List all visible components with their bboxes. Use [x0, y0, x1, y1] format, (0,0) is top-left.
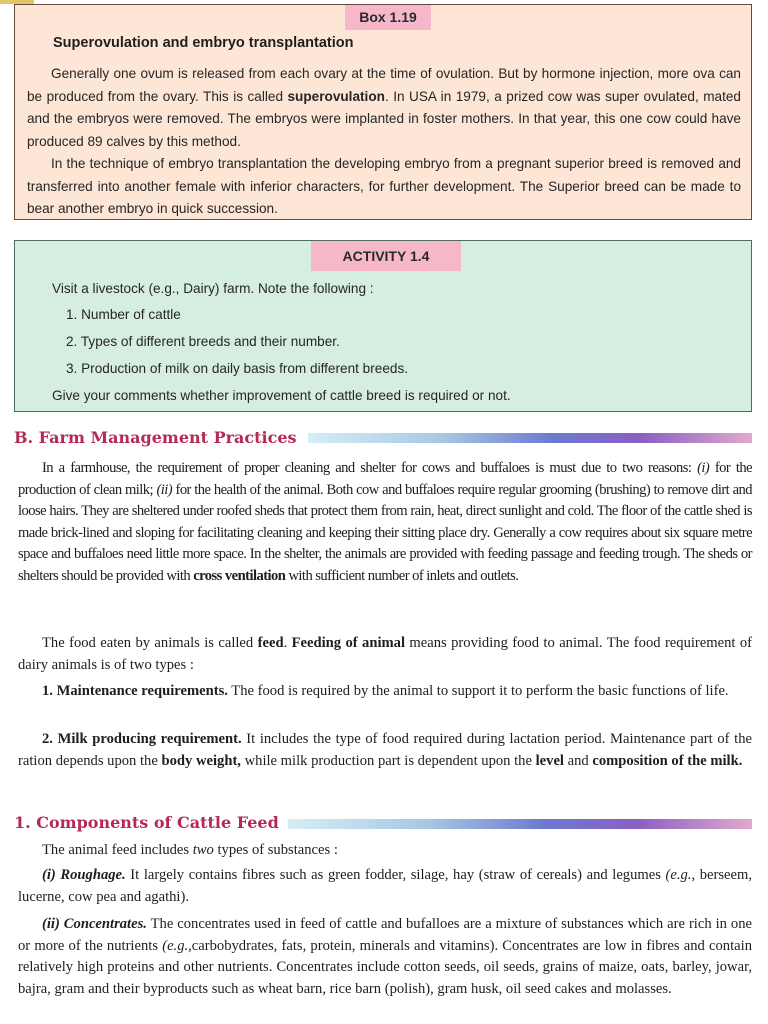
activity-intro: Visit a livestock (e.g., Dairy) farm. Note the following :	[52, 281, 374, 296]
box-label: Box 1.19	[345, 5, 431, 30]
activity-outro: Give your comments whether improvement of cattle breed is required or not.	[52, 388, 511, 403]
activity-item: 2. Types of different breeds and their number.	[66, 334, 340, 349]
box-heading: Superovulation and embryo transplantation	[53, 35, 354, 51]
concentrates-paragraph: (ii) Concentrates. The concentrates used in feed of cattle and bufalloes are a mixture of substances which are rich in one or more of the nutrients (e.g.,carbobydrates, fats, protein, minerals and vitamins). Concentrates are low in fibres and contain relatively high proteins and other nutrients. Concentrates include cotton seeds, oil seeds, grains of maize, oats, barley, jowar, bajra, gram and their byproducts such as wheat barn, rice barn (polish), gram husk, oil seed cakes and molasses.	[18, 916, 752, 997]
milk-producing-requirement-paragraph: 2. Milk producing requirement. It includes the type of food required during lactation period. Maintenance part of the ration depends upon the body weight, while milk production part is dependent upon the level and composition of the milk.	[18, 731, 752, 769]
activity-item: 3. Production of milk on daily basis from different breeds.	[66, 361, 409, 376]
section-1-paragraph-1: The animal feed includes two types of substances :	[42, 842, 338, 858]
section-b-paragraph-2: The food eaten by animals is called feed. Feeding of animal means providing food to animal. The food requirement of dairy animals is of two types :	[18, 635, 753, 673]
roughage-paragraph: (i) Roughage. It largely contains fibres such as green fodder, silage, hay (straw of cereals) and legumes (e.g., berseem, lucerne, cow pea and agathi).	[18, 867, 753, 905]
box-paragraph-2: In the technique of embryo transplantation the developing embryo from a pregnant superior breed is removed and transferred into another female with inferior characters, for further development. The Superior breed can be made to bear another embryo in quick succession.	[27, 156, 741, 217]
section-1-gradient-bar	[288, 819, 752, 829]
maintenance-requirements-paragraph: 1. Maintenance requirements. The food is required by the animal to support it to perform the basic functions of life.	[42, 683, 729, 699]
box-1-19	[14, 4, 752, 220]
activity-item: 1. Number of cattle	[66, 307, 181, 322]
activity-1-4	[14, 240, 752, 412]
section-1-heading: 1. Components of Cattle Feed	[14, 813, 279, 832]
section-b-gradient-bar	[308, 433, 752, 443]
section-b-heading: B. Farm Management Practices	[14, 428, 297, 447]
section-b-paragraph-1: In a farmhouse, the requirement of proper cleaning and shelter for cows and buffaloes is must due to two reasons: (i) for the production of clean milk; (ii) for the health of the animal. Both cow and buffaloes require regular grooming (brushing) to remove dirt and loose hairs. They are sheltered under roofed sheds that protect them from rain, heat, direct sunlight and cold. The floor of the cattle shed is made brick-lined and sloping for facilitating cleaning and keeping their sitting place dry. Generally a cow requires about six square metre space and buffaloes need little more space. In the shelter, the animals are provided with feeding passage and feeding trough. The sheds or shelters should be provided with cross ventilation with sufficient number of inlets and outlets.	[18, 460, 753, 584]
box-paragraph-1: Generally one ovum is released from each ovary at the time of ovulation. But by hormone injection, more ova can be produced from the ovary. This is called superovulation. In USA in 1979, a prized cow was super ovulated, mated and the embryos were removed. The embryos were implanted in foster mothers. In that year, this one cow could have produced 89 calves by this method.	[27, 66, 741, 149]
activity-label: ACTIVITY 1.4	[311, 241, 461, 271]
